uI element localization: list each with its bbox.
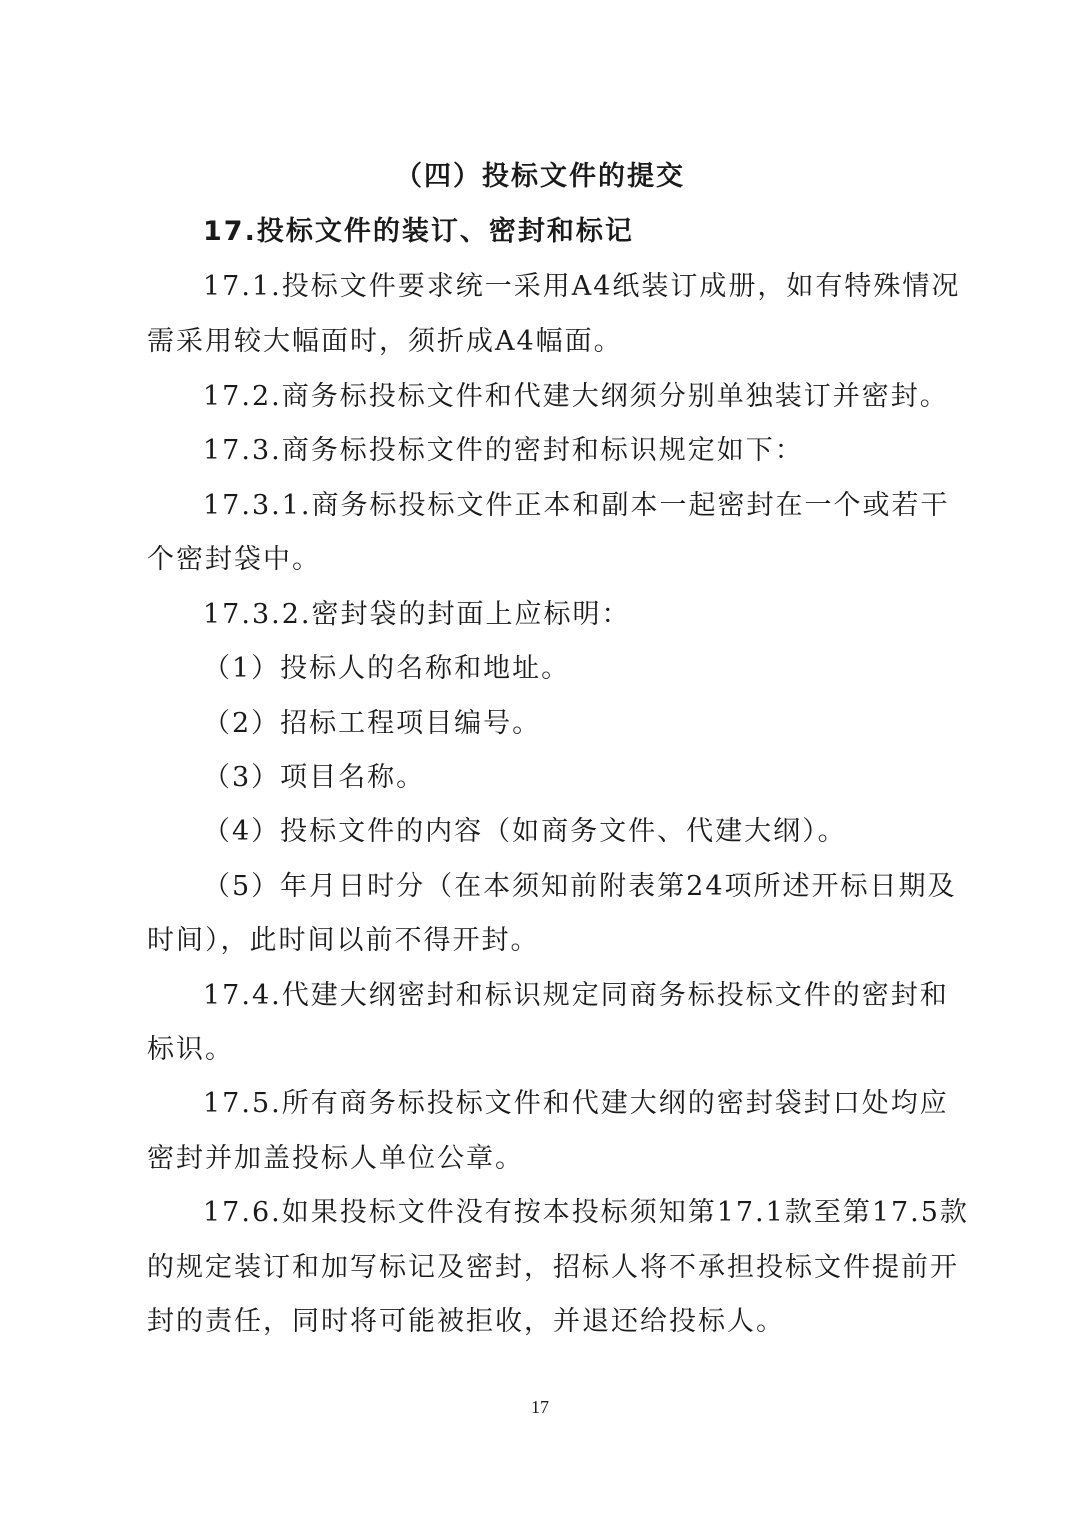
- paragraph-line: 时间），此时间以前不得开封。: [147, 925, 540, 956]
- list-item: （4）投标文件的内容（如商务文件、代建大纲）。: [203, 816, 847, 847]
- page-number: 17: [531, 1397, 549, 1417]
- list-item: （2）招标工程项目编号。: [203, 708, 542, 739]
- paragraph-line: 17.6.如果投标文件没有按本投标须知第17.1款至第17.5款: [203, 1197, 969, 1228]
- list-item: （3）项目名称。: [203, 762, 426, 793]
- list-item: （1）投标人的名称和地址。: [203, 653, 571, 684]
- paragraph-line: 17.3.1.商务标投标文件正本和副本一起密封在一个或若干: [203, 490, 950, 521]
- section-title: （四）投标文件的提交: [395, 161, 685, 192]
- paragraph-line: 17.5.所有商务标投标文件和代建大纲的密封袋封口处均应: [203, 1088, 949, 1119]
- paragraph-line: 17.3.2.密封袋的封面上应标明：: [203, 599, 631, 630]
- paragraph-line: 密封并加盖投标人单位公章。: [147, 1143, 524, 1174]
- paragraph-line: 封的责任，同时将可能被拒收，并退还给投标人。: [147, 1306, 785, 1337]
- paragraph-line: 标识。: [147, 1034, 234, 1065]
- paragraph-line: 需采用较大幅面时，须折成A4幅面。: [147, 326, 623, 357]
- paragraph-line: 个密封袋中。: [147, 544, 321, 575]
- paragraph-line: 17.1.投标文件要求统一采用A4纸装订成册，如有特殊情况: [203, 271, 961, 302]
- paragraph-line: 17.4.代建大纲密封和标识规定同商务标投标文件的密封和: [203, 980, 949, 1011]
- paragraph-line: 的规定装订和加写标记及密封，招标人将不承担投标文件提前开: [147, 1252, 959, 1283]
- paragraph-line: 17.3.商务标投标文件的密封和标识规定如下：: [203, 435, 804, 466]
- paragraph-line: 17.2.商务标投标文件和代建大纲须分别单独装订并密封。: [203, 381, 949, 412]
- clause-heading: 17.投标文件的装订、密封和标记: [203, 216, 634, 247]
- list-item: （5）年月日时分（在本须知前附表第24项所述开标日期及: [203, 871, 957, 902]
